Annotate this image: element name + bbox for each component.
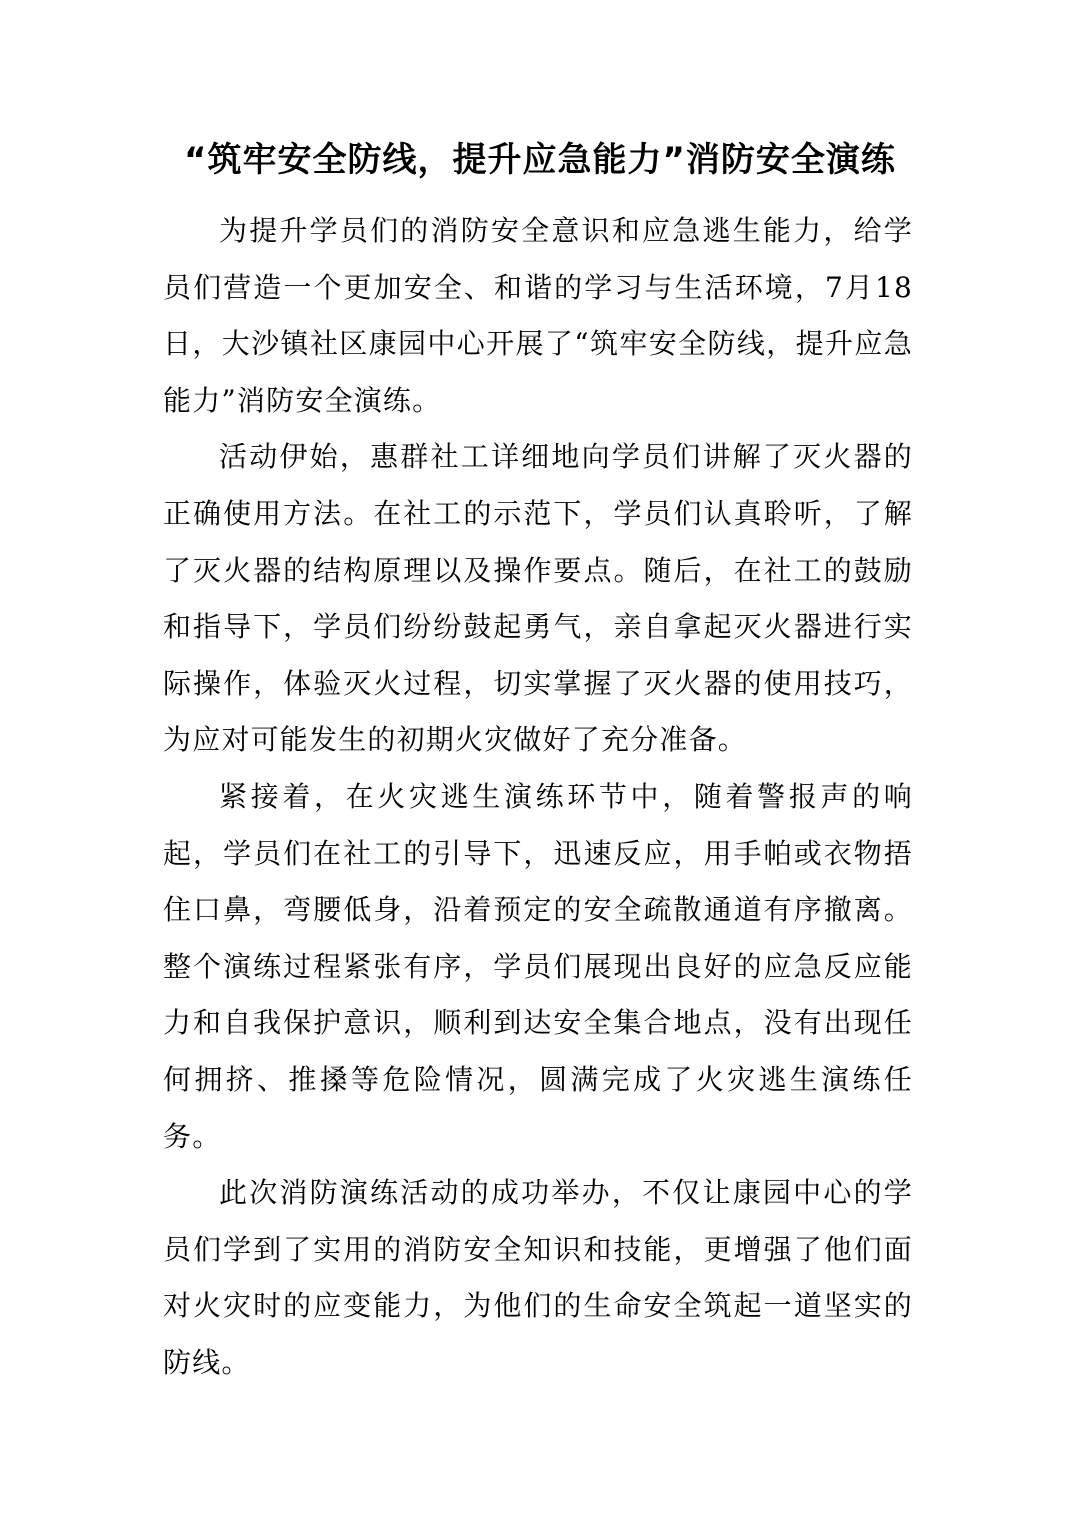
paragraph-conclusion: 此次消防演练活动的成功举办，不仅让康园中心的学员们学到了实用的消防安全知识和技能，更增强了他们面对火灾时的应变能力，为他们的生命安全筑起一道坚实的防线。 (163, 1176, 913, 1379)
document-body (163, 203, 913, 1391)
document-title: “筑牢安全防线，提升应急能力”消防安全演练 (184, 140, 896, 180)
paragraph-intro: 为提升学员们的消防安全意识和应急逃生能力，给学员们营造一个更加安全、和谐的学习与生活环境，7月18日，大沙镇社区康园中心开展了“筑牢安全防线，提升应急能力”消防安全演练。 (163, 214, 913, 417)
paragraph-evacuation-drill: 紧接着，在火灾逃生演练环节中，随着警报声的响起，学员们在社工的引导下，迅速反应，用手帕或衣物捂住口鼻，弯腰低身，沿着预定的安全疏散通道有序撤离。整个演练过程紧张有序，学员们展现出良好的应急反应能力和自我保护意识，顺利到达安全集合地点，没有出现任何拥挤、推搡等危险情况，圆满完成了火灾逃生演练任务。 (163, 779, 913, 1153)
paragraph-extinguisher-training: 活动伊始，惠群社工详细地向学员们讲解了灭火器的正确使用方法。在社工的示范下，学员们认真聆听，了解了灭火器的结构原理以及操作要点。随后，在社工的鼓励和指导下，学员们纷纷鼓起勇气，亲自拿起灭火器进行实际操作，体验灭火过程，切实掌握了灭火器的使用技巧，为应对可能发生的初期火灾做好了充分准备。 (163, 440, 913, 757)
